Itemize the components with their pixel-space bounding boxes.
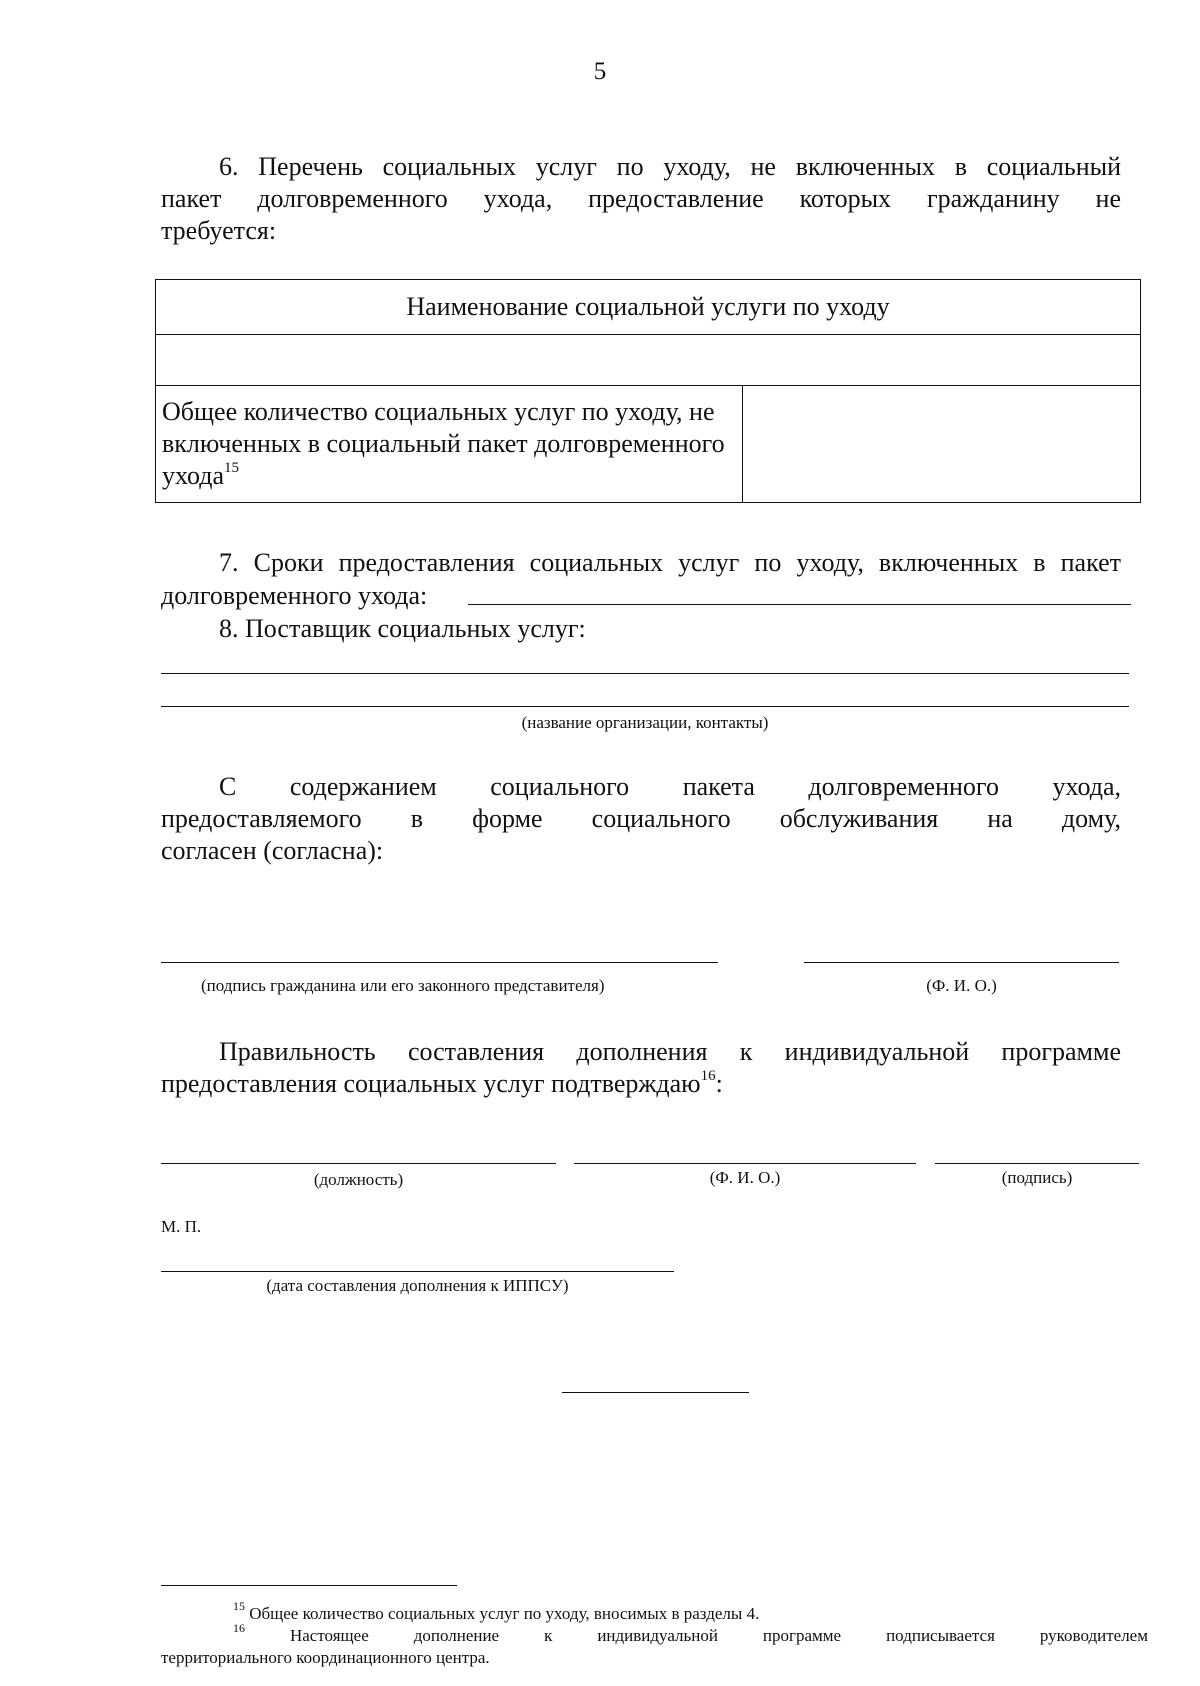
section-8-label: 8. Поставщик социальных услуг: xyxy=(219,614,586,643)
section-7-line-2: долговременного ухода: xyxy=(161,581,428,610)
table-header-cell xyxy=(156,280,1141,335)
section-6-line-2: пакет долговременного ухода, предоставление которых гражданину не xyxy=(161,184,1121,213)
officer-signature-line[interactable] xyxy=(935,1163,1139,1164)
section-6-line-3: требуется: xyxy=(161,216,277,245)
footnote-ref-15: 15 xyxy=(224,460,240,477)
section-6-line-1: 6. Перечень социальных услуг по уходу, не включенных в социальный xyxy=(219,152,1121,181)
stamp-mark: М. П. xyxy=(161,1217,202,1236)
citizen-signature-caption: (подпись гражданина или его законного представителя) xyxy=(201,976,605,995)
footnote-16-continuation: территориального координационного центра. xyxy=(161,1648,490,1667)
total-count-value-cell[interactable] xyxy=(743,386,1141,503)
confirmation-line-2-end: : xyxy=(715,1069,723,1098)
service-name-entry-cell[interactable] xyxy=(156,335,1141,386)
total-count-label-cell xyxy=(156,386,743,503)
section-7-line-1: 7. Сроки предоставления социальных услуг по уходу, включенных в пакет xyxy=(219,548,1121,577)
section-8-value-line-2[interactable] xyxy=(161,706,1129,707)
footnote-ref-16: 16 xyxy=(700,1068,716,1085)
citizen-fio-line[interactable] xyxy=(804,962,1119,963)
citizen-fio-caption: (Ф. И. О.) xyxy=(926,976,997,995)
end-separator xyxy=(562,1392,749,1393)
confirmation-line-2-text: предоставления социальных услуг подтверждаю xyxy=(161,1069,701,1098)
section-7-value-line[interactable] xyxy=(468,604,1131,605)
citizen-signature-line[interactable] xyxy=(161,962,718,963)
confirmation-line-2 xyxy=(161,1068,723,1100)
services-table xyxy=(155,279,1141,503)
footnote-15-text: Общее количество социальных услуг по уходу, вносимых в разделы 4. xyxy=(249,1604,760,1623)
footnote-15-number: 15 xyxy=(233,1599,245,1614)
footnote-16-number: 16 xyxy=(233,1621,245,1636)
consent-line-3: согласен (согласна): xyxy=(161,836,384,865)
consent-line-1: С содержанием социального пакета долговременного ухода, xyxy=(219,772,1121,801)
confirmation-line-1: Правильность составления дополнения к индивидуальной программе xyxy=(219,1037,1121,1066)
officer-fio-caption: (Ф. И. О.) xyxy=(709,1168,781,1187)
table-header-text: Наименование социальной услуги по уходу xyxy=(406,292,890,321)
footnote-separator xyxy=(161,1585,457,1586)
footnote-15 xyxy=(233,1599,760,1625)
footnote-16 xyxy=(233,1621,1148,1647)
section-8-value-line-1[interactable] xyxy=(161,673,1129,674)
position-caption: (должность) xyxy=(313,1170,404,1189)
date-line[interactable] xyxy=(161,1271,674,1272)
page-number: 5 xyxy=(593,58,607,85)
position-line[interactable] xyxy=(161,1163,556,1164)
officer-signature-caption: (подпись) xyxy=(1001,1168,1073,1187)
footnote-16-text: Настоящее дополнение к индивидуальной программе подписывается руководителем xyxy=(289,1626,1148,1645)
section-8-caption: (название организации, контакты) xyxy=(521,713,769,732)
date-caption: (дата составления дополнения к ИППСУ) xyxy=(266,1276,569,1295)
officer-fio-line[interactable] xyxy=(574,1163,916,1164)
consent-line-2: предоставляемого в форме социального обслуживания на дому, xyxy=(161,804,1121,833)
total-count-label: Общее количество социальных услуг по уходу, не включенных в социальный пакет долговременного ухода xyxy=(162,397,725,490)
